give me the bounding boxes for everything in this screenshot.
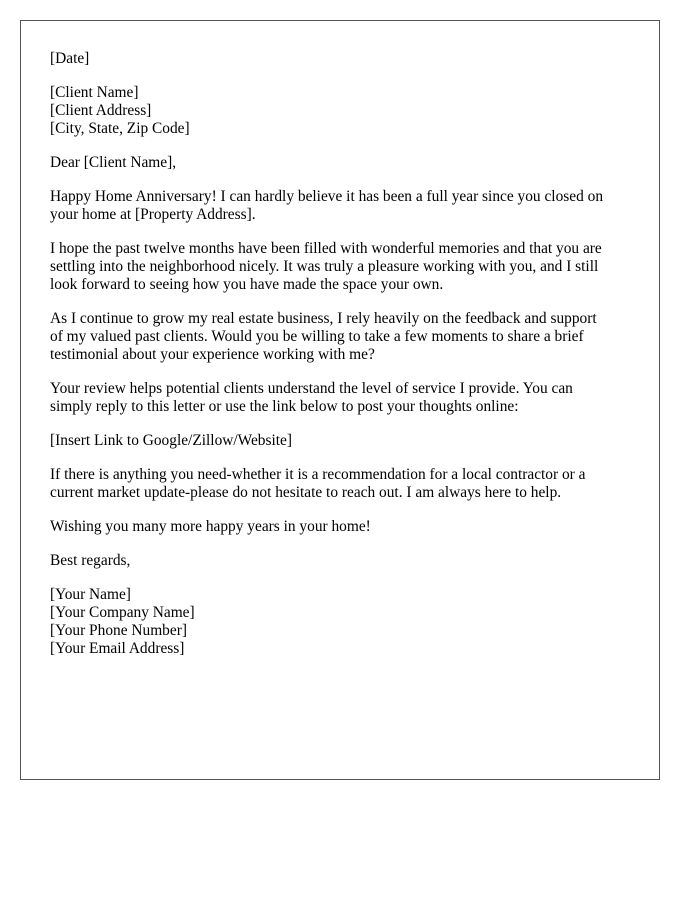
date-block [50, 50, 640, 68]
signature-block [50, 586, 640, 658]
salutation-block [50, 154, 640, 172]
sender-phone: [Your Phone Number] [50, 622, 187, 639]
paragraph-line: look forward to seeing how you have made the space your own. [50, 276, 444, 293]
closing-block [50, 552, 640, 570]
paragraph-anniversary [50, 188, 640, 224]
recipient-address: [Client Address] [50, 102, 152, 119]
paragraph-line: testimonial about your experience working with me? [50, 346, 375, 363]
salutation: Dear [Client Name], [50, 154, 177, 171]
paragraph-line: [Insert Link to Google/Zillow/Website] [50, 432, 292, 449]
recipient-city-state-zip: [City, State, Zip Code] [50, 120, 190, 137]
paragraph-line: of my valued past clients. Would you be willing to take a few moments to share a brief [50, 328, 584, 345]
paragraph-line: Your review helps potential clients understand the level of service I provide. You can [50, 380, 573, 397]
sender-name: [Your Name] [50, 586, 131, 603]
paragraph-memories [50, 240, 640, 294]
paragraph-line: simply reply to this letter or use the link below to post your thoughts online: [50, 398, 519, 415]
sender-company: [Your Company Name] [50, 604, 195, 621]
paragraph-wishes [50, 518, 640, 536]
paragraph-line: Wishing you many more happy years in your home! [50, 518, 371, 535]
paragraph-line: If there is anything you need-whether it is a recommendation for a local contractor or a [50, 466, 586, 483]
paragraph-line: your home at [Property Address]. [50, 206, 256, 223]
paragraph-offer-help [50, 466, 640, 502]
paragraph-line: As I continue to grow my real estate business, I rely heavily on the feedback and support [50, 310, 597, 327]
paragraph-testimonial-request [50, 310, 640, 364]
review-link-placeholder [50, 432, 640, 450]
letter-body [50, 50, 640, 674]
recipient-address-block [50, 84, 640, 138]
closing: Best regards, [50, 552, 131, 569]
sender-email: [Your Email Address] [50, 640, 185, 657]
paragraph-review-help [50, 380, 640, 416]
paragraph-line: current market update-please do not hesitate to reach out. I am always here to help. [50, 484, 562, 501]
paragraph-line: I hope the past twelve months have been filled with wonderful memories and that you are [50, 240, 602, 257]
letter-date: [Date] [50, 50, 90, 67]
paragraph-line: Happy Home Anniversary! I can hardly believe it has been a full year since you closed on [50, 188, 604, 205]
paragraph-line: settling into the neighborhood nicely. It was truly a pleasure working with you, and I still [50, 258, 599, 275]
recipient-name: [Client Name] [50, 84, 139, 101]
letter-page [20, 20, 660, 780]
